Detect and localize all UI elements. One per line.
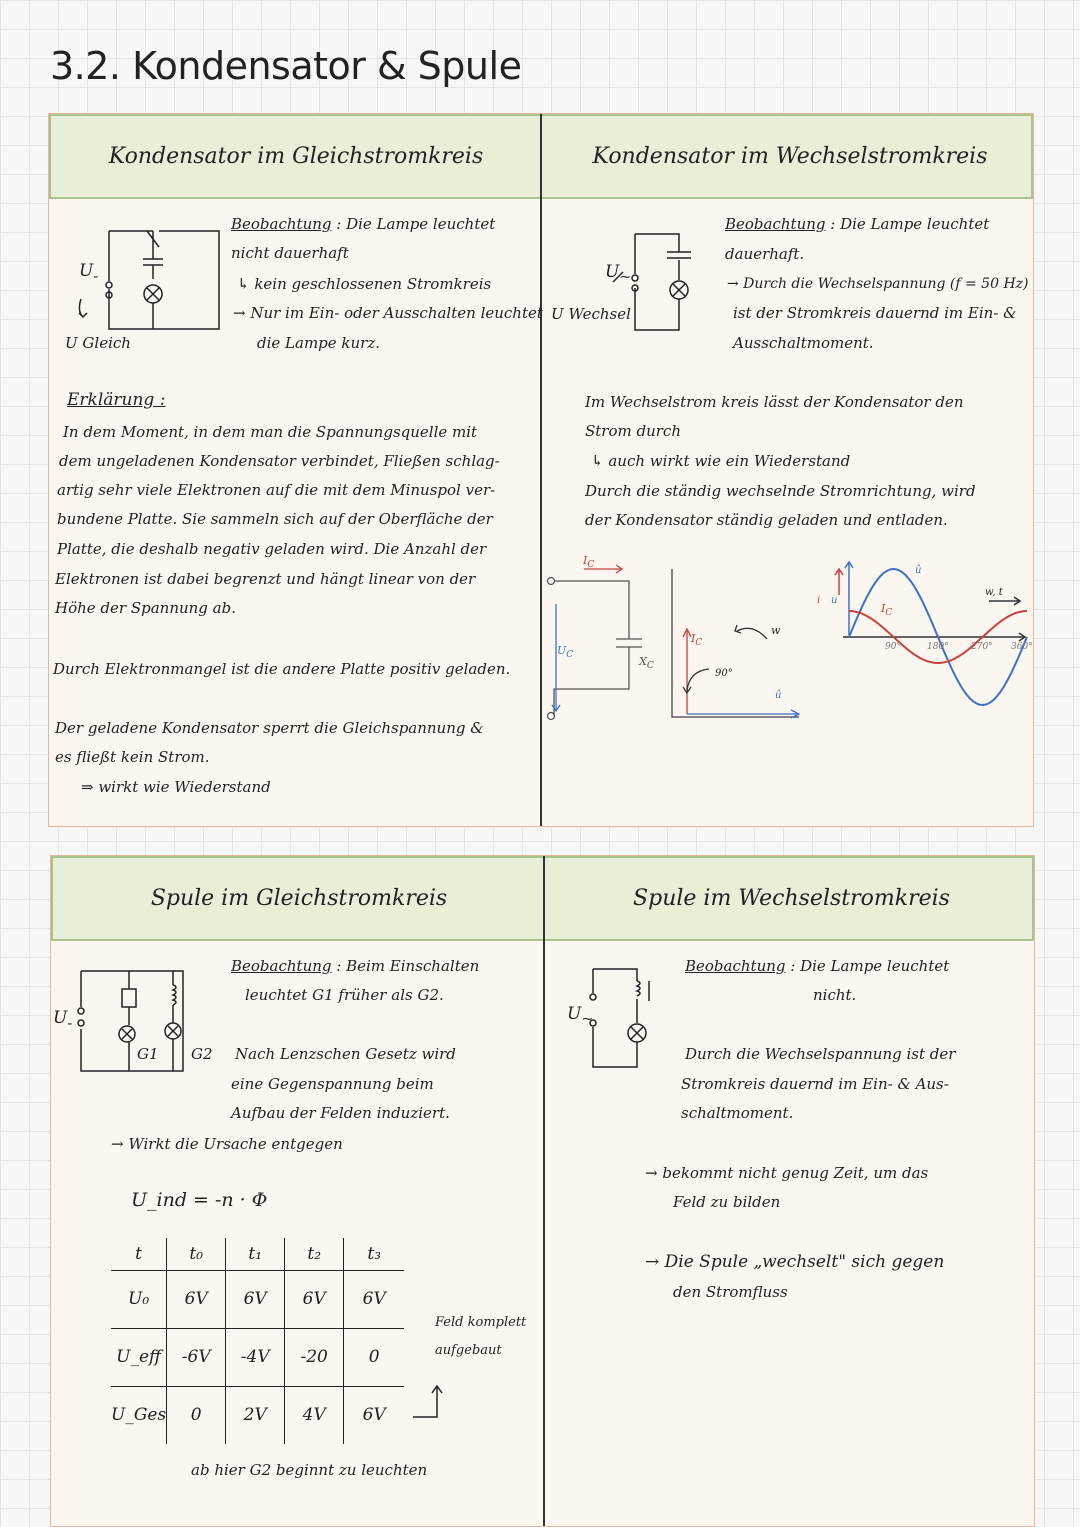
coil-ac-arrow-line: → bekommt nicht genug Zeit, um das xyxy=(645,1164,929,1182)
coil-dc-obs-line: leuchtet G1 früher als G2. xyxy=(245,986,444,1004)
coil-dc-u-label: $U_-$ xyxy=(53,1008,73,1032)
capacitor-dc-u-label: $U_-$ xyxy=(79,261,99,285)
observation-label: Beobachtung xyxy=(231,215,332,233)
coil-ac-arrow-line: → Die Spule „wechselt" sich gegen xyxy=(645,1252,945,1272)
coil-dc-bottom-note: ab hier G2 beginnt zu leuchten xyxy=(191,1461,428,1479)
phasor-w-label: w xyxy=(771,624,781,637)
table-cell: 6V xyxy=(344,1270,405,1328)
table-cell: 2V xyxy=(226,1386,285,1444)
table-cell: 6V xyxy=(167,1270,226,1328)
explanation-line: Platte, die deshalb negativ geladen wird. Die Anzahl der xyxy=(57,540,487,558)
capacitor-ac-obs-line: Ausschaltmoment. xyxy=(733,334,874,352)
coil-divider xyxy=(543,856,545,1526)
coil-dc-g2-label: G2 xyxy=(191,1045,213,1063)
coil-dc-arrow-line: → Wirkt die Ursache entgegen xyxy=(111,1135,343,1153)
capacitor-dc-heading: Kondensator im Gleichstromkreis xyxy=(108,144,484,169)
table-cell: 0 xyxy=(344,1328,405,1386)
capacitor-ac-uwechsel-label: U Wechsel xyxy=(551,305,631,323)
table-cell: -6V xyxy=(167,1328,226,1386)
explanation-line: dem ungeladenen Kondensator verbindet, Fließen schlag- xyxy=(59,452,500,470)
coil-ac-obs-line: nicht. xyxy=(813,986,857,1004)
capacitor-ac-obs-line: → Durch die Wechselspannung (f = 50 Hz) xyxy=(727,276,1029,292)
phasor-diagram xyxy=(669,569,809,719)
capacitor-dc-obs-line: nicht dauerhaft xyxy=(231,244,349,262)
explanation-line: Höhe der Spannung ab. xyxy=(55,599,236,617)
induction-table xyxy=(111,1238,404,1444)
coil-ac-body-line: Durch die Wechselspannung ist der xyxy=(685,1045,956,1063)
conclusion-line: es fließt kein Strom. xyxy=(55,748,210,766)
capacitor-ac-observation: Beobachtung : Die Lampe leuchtet xyxy=(725,215,990,233)
table-row-label: U₀ xyxy=(111,1270,167,1328)
wave-uhat-label: û xyxy=(915,565,922,576)
coil-card xyxy=(50,855,1035,1527)
ic-label: $I_C$ xyxy=(583,554,595,571)
lenz-line: eine Gegenspannung beim xyxy=(231,1075,434,1093)
capacitor-ac-expl-line: Durch die ständig wechselnde Stromrichtung, wird xyxy=(585,482,976,500)
table-header: t₀ xyxy=(167,1238,226,1270)
capacitor-ac-obs-line: dauerhaft. xyxy=(725,245,805,263)
capacitor-ac-expl-line: der Kondensator ständig geladen und entladen. xyxy=(585,511,948,529)
coil-ac-body-line: schaltmoment. xyxy=(681,1104,794,1122)
capacitor-ac-heading: Kondensator im Wechselstromkreis xyxy=(592,144,988,169)
capacitor-ac-u-label: $U_\sim$ xyxy=(605,262,632,286)
xc-label: $X_C$ xyxy=(639,655,654,672)
side-note-arrow xyxy=(411,1381,451,1421)
capacitor-dc-ugleich-label: U Gleich xyxy=(65,334,131,352)
capacitor-divider xyxy=(540,114,542,826)
table-cell: -20 xyxy=(285,1328,344,1386)
table-cell: 0 xyxy=(167,1386,226,1444)
phasor-90-label: 90° xyxy=(715,668,733,679)
explanation-line: bundene Platte. Sie sammeln sich auf der Oberfläche der xyxy=(57,510,493,528)
table-cell: 6V xyxy=(362,1405,386,1426)
phasor-ic-label: $I_C$ xyxy=(691,632,703,649)
coil-ac-body-line: Stromkreis dauernd im Ein- & Aus- xyxy=(681,1075,949,1093)
wave-tick: 270° xyxy=(971,642,993,652)
explanation-line: artig sehr viele Elektronen auf die mit dem Minuspol ver- xyxy=(57,481,496,499)
coil-dc-heading: Spule im Gleichstromkreis xyxy=(150,886,448,911)
table-cell: 6V xyxy=(226,1270,285,1328)
capacitor-dc-obs-line: ↳ kein geschlossenen Stromkreis xyxy=(237,275,492,293)
wave-tick: 360° xyxy=(1011,642,1033,652)
coil-ac-arrow-line: den Stromfluss xyxy=(673,1283,788,1301)
coil-ac-observation: Beobachtung : Die Lampe leuchtet xyxy=(685,957,950,975)
table-cell: -4V xyxy=(226,1328,285,1386)
capacitor-ac-expl-line: Im Wechselstrom kreis lässt der Kondensator den xyxy=(585,393,964,411)
table-cell: 4V xyxy=(285,1386,344,1444)
capacitor-ac-obs-line: ist der Stromkreis dauernd im Ein- & xyxy=(733,304,1017,322)
wave-tick: 180° xyxy=(927,642,949,652)
coil-ac-u-label: $U_\sim$ xyxy=(567,1004,594,1028)
uc-label: $U_C$ xyxy=(557,644,574,661)
table-cell: 6V xyxy=(285,1270,344,1328)
explanation-line: Elektronen ist dabei begrenzt und hängt linear von der xyxy=(55,570,476,588)
ac-wave-diagram xyxy=(809,557,1031,707)
capacitor-dc-obs-line: → Nur im Ein- oder Ausschalten leuchtet xyxy=(233,304,543,322)
wave-ic-label: $I_C$ xyxy=(881,602,893,619)
table-row-label: U_eff xyxy=(111,1328,167,1386)
coil-dc-observation: Beobachtung : Beim Einschalten xyxy=(231,957,480,975)
phasor-uhat-label: û xyxy=(775,690,782,701)
lenz-line: Aufbau der Felden induziert. xyxy=(231,1104,450,1122)
conclusion-line: Der geladene Kondensator sperrt die Gleichspannung & xyxy=(55,719,484,737)
table-header: t xyxy=(111,1238,167,1270)
capacitor-dc-explanation-label: Erklärung : xyxy=(67,390,166,410)
table-header: t₃ xyxy=(344,1238,405,1270)
page-title: 3.2. Kondensator & Spule xyxy=(50,44,522,88)
conclusion-line: ⇒ wirkt wie Wiederstand xyxy=(81,778,271,796)
explanation-line: In dem Moment, in dem man die Spannungsquelle mit xyxy=(63,423,478,441)
capacitor-dc-obs-line: die Lampe kurz. xyxy=(257,334,381,352)
side-note-line: aufgebaut xyxy=(435,1343,502,1358)
induction-formula: U_ind = -n · Φ xyxy=(131,1189,268,1211)
wave-i-axis-label: i xyxy=(817,595,821,606)
capacitor-dc-observation: Beobachtung : Die Lampe leuchtet xyxy=(231,215,496,233)
capacitor-card xyxy=(48,113,1034,827)
capacitor-ac-expl-line: Strom durch xyxy=(585,422,681,440)
table-header: t₁ xyxy=(226,1238,285,1270)
wave-u-axis-label: u xyxy=(831,595,838,606)
capacitor-dc-extra-line: Durch Elektronmangel ist die andere Platte positiv geladen. xyxy=(53,660,511,678)
table-header: t₂ xyxy=(285,1238,344,1270)
table-row-label: U_Ges xyxy=(111,1386,167,1444)
coil-ac-arrow-line: Feld zu bilden xyxy=(673,1193,781,1211)
lenz-line: Nach Lenzschen Gesetz wird xyxy=(235,1045,456,1063)
coil-ac-heading: Spule im Wechselstromkreis xyxy=(633,886,950,911)
capacitor-ac-expl-line: ↳ auch wirkt wie ein Wiederstand xyxy=(591,452,851,470)
wave-wt-label: w, t xyxy=(985,587,1003,598)
coil-dc-g1-label: G1 xyxy=(137,1045,159,1063)
side-note-line: Feld komplett xyxy=(435,1315,527,1330)
wave-tick: 90° xyxy=(885,642,901,652)
